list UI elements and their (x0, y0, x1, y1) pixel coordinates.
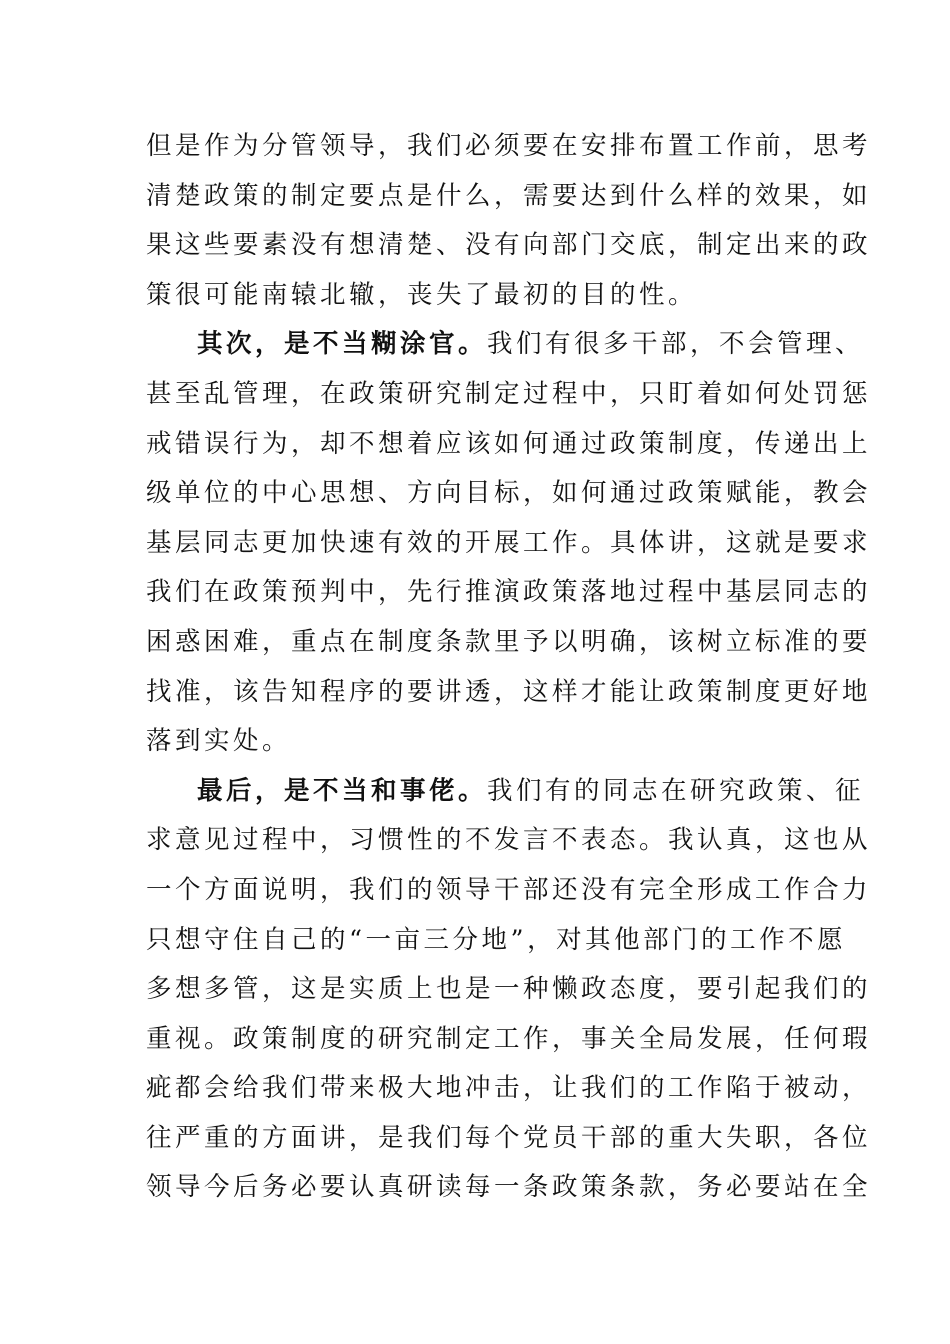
paragraph-first-line (146, 767, 865, 817)
paragraph-line: 领导今后务必要认真研读每一条政策条款，务必要站在全 (146, 1172, 872, 1203)
paragraph-2 (146, 320, 872, 766)
paragraph-line: 清楚政策的制定要点是什么，需要达到什么样的效果，如 (146, 180, 872, 211)
paragraph-line: 找准，该告知程序的要讲透，这样才能让政策制度更好地 (146, 676, 872, 707)
paragraph-line: 戒错误行为，却不想着应该如何通过政策制度，传递出上 (146, 428, 872, 459)
paragraph-line: 我们在政策预判中，先行推演政策落地过程中基层同志的 (146, 577, 872, 608)
paragraph-line: 只想守住自己的“一亩三分地”，对其他部门的工作不愿 (146, 924, 847, 955)
paragraph-line: 求意见过程中，习惯性的不发言不表态。我认真，这也从 (146, 825, 872, 856)
paragraph-first-line-text: 我们有的同志在研究政策、征 (487, 775, 865, 806)
paragraph-line: 困惑困难，重点在制度条款里予以明确，该树立标准的要 (146, 626, 872, 657)
paragraph-line: 重视。政策制度的研究制定工作，事关全局发展，任何瑕 (146, 1023, 872, 1054)
paragraph-heading: 最后，是不当和事佬。 (197, 775, 488, 806)
paragraph-line: 但是作为分管领导，我们必须要在安排布置工作前，思考 (146, 131, 872, 161)
paragraph-1 (146, 122, 872, 320)
paragraph-line: 级单位的中心思想、方向目标，如何通过政策赋能，教会 (146, 478, 872, 509)
paragraph-line: 疵都会给我们带来极大地冲击，让我们的工作陷于被动， (146, 1073, 872, 1104)
paragraph-line: 甚至乱管理，在政策研究制定过程中，只盯着如何处罚惩 (146, 378, 872, 409)
paragraph-line: 一个方面说明，我们的领导干部还没有完全形成工作合力 (146, 874, 872, 905)
paragraph-line: 多想多管，这是实质上也是一种懒政态度，要引起我们的 (146, 974, 872, 1005)
paragraph-line: 策很可能南辕北辙，丧失了最初的目的性。 (146, 279, 698, 310)
paragraph-3 (146, 767, 872, 1213)
document-body (146, 122, 872, 1213)
paragraph-line: 基层同志更加快速有效的开展工作。具体讲，这就是要求 (146, 527, 872, 558)
paragraph-line: 落到实处。 (146, 726, 292, 757)
paragraph-first-line (146, 320, 865, 370)
paragraph-heading: 其次，是不当糊涂官。 (197, 329, 488, 360)
paragraph-line: 果这些要素没有想清楚、没有向部门交底，制定出来的政 (146, 230, 872, 261)
paragraph-line: 往严重的方面讲，是我们每个党员干部的重大失职，各位 (146, 1122, 872, 1153)
paragraph-first-line-text: 我们有很多干部，不会管理、 (487, 329, 865, 360)
